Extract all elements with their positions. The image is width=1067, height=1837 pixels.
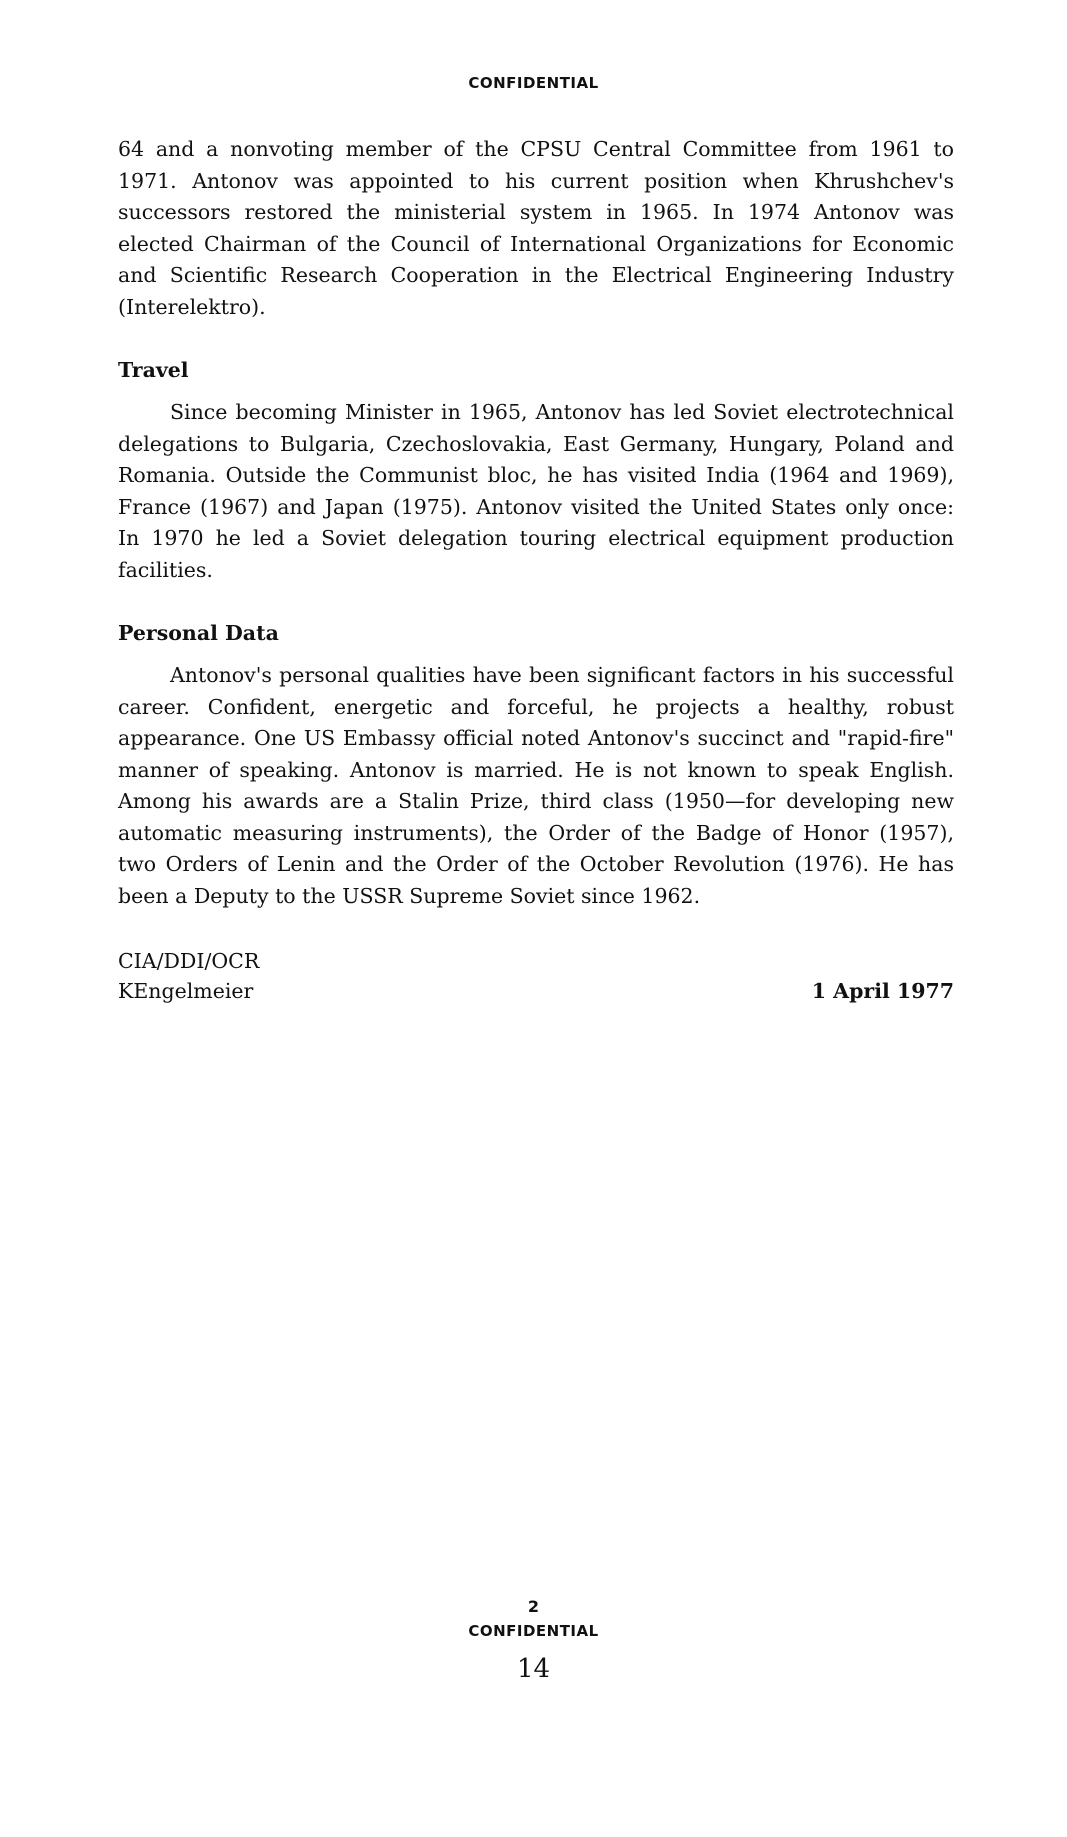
classification-footer: CONFIDENTIAL (468, 1622, 599, 1640)
section-heading-personal-data: Personal Data (118, 621, 279, 645)
folio-number: 14 (516, 1654, 551, 1684)
travel-paragraph: Since becoming Minister in 1965, Antonov has led Soviet electrotechnical delegations to Bulgaria, Czechoslovakia, East Germany, Hungary, Poland and Romania. Outside the Communist bloc, he has visited India (1964 and 1969), France (1967) and Japan (1975). Antonov visited the United States only once: In 1970 he led a Soviet delegation touring electrical equipment production facilities. (118, 400, 954, 582)
classification-header: CONFIDENTIAL (468, 74, 599, 92)
page-number: 2 (527, 1597, 540, 1616)
signature-date: 1 April 1977 (811, 979, 954, 1003)
signature-row (118, 976, 954, 1006)
section-heading-travel: Travel (118, 358, 189, 382)
intro-paragraph: 64 and a nonvoting member of the CPSU Central Committee from 1961 to 1971. Antonov was appointed to his current position when Khrushchev's successors restored the ministerial system in 1965. In 1974 Antonov was elected Chairman of the Council of International Organizations for Economic and Scientific Research Cooperation in the Electrical Engineering Industry (Interelektro). (118, 137, 954, 319)
signature-office: CIA/DDI/OCR (118, 949, 260, 973)
signature-author: KEngelmeier (118, 979, 254, 1003)
document-body (118, 134, 954, 1006)
signature-block (118, 946, 954, 1006)
personal-data-paragraph: Antonov's personal qualities have been significant factors in his successful career. Confident, energetic and forceful, he projects a healthy, robust appearance. One US Embassy official noted Antonov's succinct and "rapid-fire" manner of speaking. Antonov is married. He is not known to speak English. Among his awards are a Stalin Prize, third class (1950—for developing new automatic measuring instruments), the Order of the Badge of Honor (1957), two Orders of Lenin and the Order of the October Revolution (1976). He has been a Deputy to the USSR Supreme Soviet since 1962. (118, 663, 954, 908)
